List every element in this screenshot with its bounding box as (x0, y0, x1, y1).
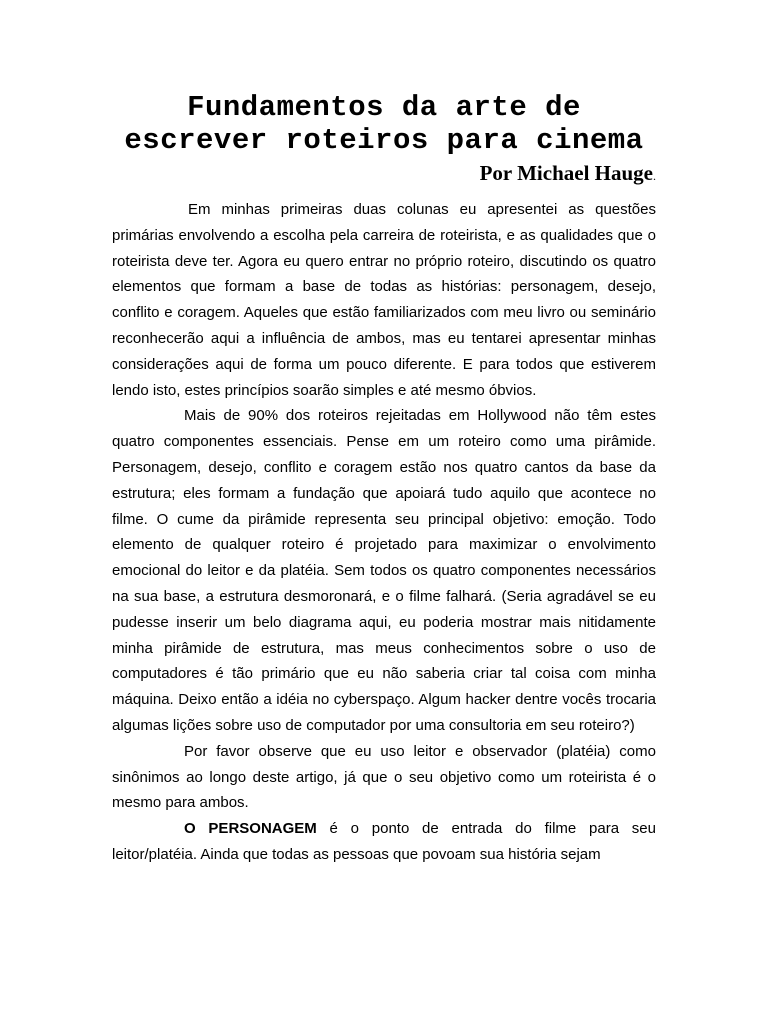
author-name: Por Michael Hauge (479, 161, 653, 185)
paragraph-3: Por favor observe que eu uso leitor e observador (platéia) como sinônimos ao longo deste artigo, já que o seu objetivo como um roteirista é o mesmo para ambos. (112, 742, 656, 812)
paragraph-4 (112, 816, 656, 868)
character-heading: O PERSONAGEM (184, 820, 317, 838)
title-line-1: Fundamentos da arte de (187, 91, 581, 124)
paragraph-1: Em minhas primeiras duas colunas eu apresentei as questões primárias envolvendo a escolha pela carreira de roteirista, e as qualidades que o roteirista deve ter. Agora eu quero entrar no próprio roteiro, discutindo os quatro elementos que formam a base de todas as histórias: personagem, desejo, conflito e coragem. Aqueles que estão familiarizados com meu livro ou seminário reconhecerão aqui a influência de ambos, mas eu tentarei apresentar minhas considerações aqui de forma um pouco diferente. E para todos que estiverem lendo isto, estes princípios soarão simples e até mesmo óbvios. (112, 201, 656, 399)
author-byline (480, 160, 656, 189)
paragraph-2: Mais de 90% dos roteiros rejeitadas em Hollywood não têm estes quatro componentes essenciais. Pense em um roteiro como uma pirâmide. Personagem, desejo, conflito e coragem estão nos quatro cantos da base da estrutura; eles formam a fundação que apoiará tudo aquilo que acontece no filme. O cume da pirâmide representa seu principal objetivo: emoção. Todo elemento de qualquer roteiro é projetado para maximizar o envolvimento emocional do leitor e da platéia. Sem todos os quatro componentes necessários na sua base, a estrutura desmoronará, e o filme falhará. (Seria agradável se eu pudesse inserir um belo diagrama aqui, eu poderia mostrar mais nitidamente minha pirâmide de estrutura, mas meus conhecimentos sobre o uso de computadores é tão primário que eu não saberia criar tal coisa com minha máquina. Deixo então a idéia no cyberspaço. Algum hacker dentre vocês trocaria algumas lições sobre uso de computador por uma consultoria em seu roteiro?) (112, 407, 656, 734)
title-line-2: escrever roteiros para cinema (124, 124, 644, 157)
author-suffix: . (653, 169, 656, 183)
paragraph-4-text: é o ponto de entrada do filme para seu leitor/platéia. Ainda que todas as pessoas que povoam sua história sejam (112, 820, 656, 863)
article-body (112, 197, 656, 868)
